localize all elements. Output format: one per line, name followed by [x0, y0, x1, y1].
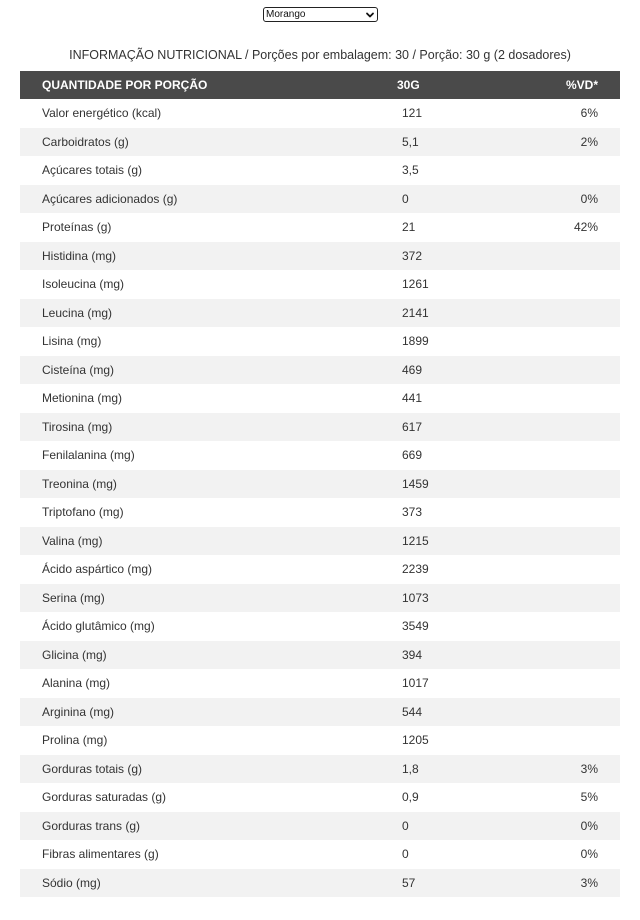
nutrient-vd [547, 413, 620, 442]
nutrient-amount: 2141 [382, 299, 547, 328]
nutrient-amount: 469 [382, 356, 547, 385]
nutrient-name: Carboidratos (g) [20, 128, 382, 157]
table-row [20, 327, 620, 356]
table-row [20, 270, 620, 299]
nutrient-amount: 372 [382, 242, 547, 271]
nutrient-name: Ácido glutâmico (mg) [42, 619, 155, 634]
nutrient-vd: 42% [573, 220, 598, 235]
table-row [20, 840, 620, 869]
nutrient-name: Leucina (mg) [20, 299, 382, 328]
nutrient-amount: 0 [382, 812, 547, 841]
table-row [20, 213, 620, 242]
nutrient-vd: 6% [580, 106, 598, 121]
nutrient-amount: 1899 [402, 334, 429, 349]
nutrient-amount: 1215 [382, 527, 547, 556]
nutrient-vd [547, 555, 620, 584]
nutrient-vd [547, 641, 620, 670]
nutrient-vd [547, 384, 620, 413]
nutrient-name: Gorduras saturadas (g) [42, 790, 167, 805]
table-row [20, 299, 620, 328]
table-row [20, 356, 620, 385]
nutrient-amount: 3549 [402, 619, 429, 634]
nutrient-name: Ácido aspártico (mg) [42, 562, 153, 577]
nutrient-vd [547, 470, 620, 499]
nutrient-name: Triptofano (mg) [42, 505, 124, 520]
nutrition-table [20, 71, 620, 897]
nutrient-vd: 2% [547, 128, 620, 157]
nutrient-amount: 57 [382, 869, 547, 898]
table-row [20, 669, 620, 698]
nutrient-amount: 669 [402, 448, 423, 463]
nutrient-name: Fibras alimentares (g) [42, 847, 159, 862]
flavor-select-value: Morango [266, 9, 306, 20]
nutrient-amount: 441 [402, 391, 423, 406]
nutrient-amount: 373 [402, 505, 423, 520]
nutrient-vd: 5% [580, 790, 598, 805]
nutrient-name: Proteínas (g) [42, 220, 112, 235]
nutrient-vd [547, 270, 620, 299]
nutrient-vd [547, 498, 620, 527]
nutrient-vd [547, 327, 620, 356]
nutrient-amount: 1261 [402, 277, 429, 292]
nutrient-vd [547, 527, 620, 556]
table-row [20, 384, 620, 413]
table-row [20, 812, 620, 841]
nutrient-name: Alanina (mg) [42, 676, 111, 691]
nutrient-amount: 394 [382, 641, 547, 670]
nutrient-amount: 5,1 [382, 128, 547, 157]
nutrient-amount: 21 [402, 220, 416, 235]
nutrient-name: Prolina (mg) [42, 733, 108, 748]
nutrient-amount: 1459 [382, 470, 547, 499]
nutrient-vd [547, 156, 620, 185]
nutrient-name: Açúcares totais (g) [42, 163, 143, 178]
nutrient-amount: 0 [382, 185, 547, 214]
nutrient-vd: 3% [547, 869, 620, 898]
nutrient-amount: 1073 [382, 584, 547, 613]
nutrient-name: Metionina (mg) [42, 391, 123, 406]
nutrient-amount: 2239 [402, 562, 429, 577]
chevron-down-icon [365, 10, 375, 20]
nutrient-vd [547, 669, 620, 698]
nutrient-amount: 1017 [402, 676, 429, 691]
header-quantity: QUANTIDADE POR PORÇÃO [20, 71, 382, 99]
nutrient-amount: 1205 [402, 733, 429, 748]
header-serving: 30G [382, 71, 547, 99]
nutrient-vd [547, 584, 620, 613]
nutrient-name: Valina (mg) [20, 527, 382, 556]
nutrient-vd [547, 356, 620, 385]
nutrient-amount: 544 [382, 698, 547, 727]
nutrient-vd [547, 612, 620, 641]
table-row [20, 242, 620, 271]
nutrient-amount: 0 [402, 847, 409, 862]
table-row [20, 185, 620, 214]
nutrient-name: Serina (mg) [20, 584, 382, 613]
table-row [20, 783, 620, 812]
nutrient-amount: 1,8 [382, 755, 547, 784]
header-vd: %VD* [547, 71, 620, 99]
nutrient-amount: 617 [382, 413, 547, 442]
table-row [20, 99, 620, 128]
nutrient-name: Isoleucina (mg) [42, 277, 125, 292]
nutrient-name: Histidina (mg) [20, 242, 382, 271]
nutrient-name: Gorduras totais (g) [20, 755, 382, 784]
nutrient-vd [547, 726, 620, 755]
table-row [20, 498, 620, 527]
nutrient-name: Treonina (mg) [20, 470, 382, 499]
nutrient-vd: 3% [547, 755, 620, 784]
nutrient-name: Arginina (mg) [20, 698, 382, 727]
nutrient-name: Gorduras trans (g) [20, 812, 382, 841]
nutrient-name: Fenilalanina (mg) [42, 448, 135, 463]
nutrient-vd [547, 441, 620, 470]
nutrient-name: Lisina (mg) [42, 334, 102, 349]
nutrient-name: Tirosina (mg) [20, 413, 382, 442]
table-row [20, 755, 620, 784]
table-row [20, 527, 620, 556]
table-row [20, 413, 620, 442]
table-row [20, 726, 620, 755]
nutrient-vd [547, 299, 620, 328]
table-row [20, 470, 620, 499]
nutrient-name: Açúcares adicionados (g) [20, 185, 382, 214]
nutrient-vd [547, 698, 620, 727]
table-row [20, 641, 620, 670]
nutrient-amount: 121 [402, 106, 423, 121]
nutrient-vd [547, 242, 620, 271]
nutrient-vd: 0% [547, 185, 620, 214]
table-row [20, 128, 620, 157]
table-row [20, 441, 620, 470]
nutrition-info-line: INFORMAÇÃO NUTRICIONAL / Porções por embalagem: 30 / Porção: 30 g (2 dosadores) [69, 48, 571, 62]
nutrient-name: Valor energético (kcal) [42, 106, 162, 121]
table-row [20, 869, 620, 898]
nutrient-name: Glicina (mg) [20, 641, 382, 670]
table-row [20, 555, 620, 584]
nutrient-vd: 0% [547, 812, 620, 841]
nutrient-amount: 0,9 [402, 790, 419, 805]
table-row [20, 584, 620, 613]
table-row [20, 612, 620, 641]
nutrient-amount: 3,5 [402, 163, 419, 178]
nutrient-name: Sódio (mg) [20, 869, 382, 898]
flavor-select[interactable] [263, 7, 378, 22]
table-header-row [20, 71, 620, 99]
nutrient-name: Cisteína (mg) [20, 356, 382, 385]
table-row [20, 156, 620, 185]
nutrient-vd: 0% [580, 847, 598, 862]
table-row [20, 698, 620, 727]
